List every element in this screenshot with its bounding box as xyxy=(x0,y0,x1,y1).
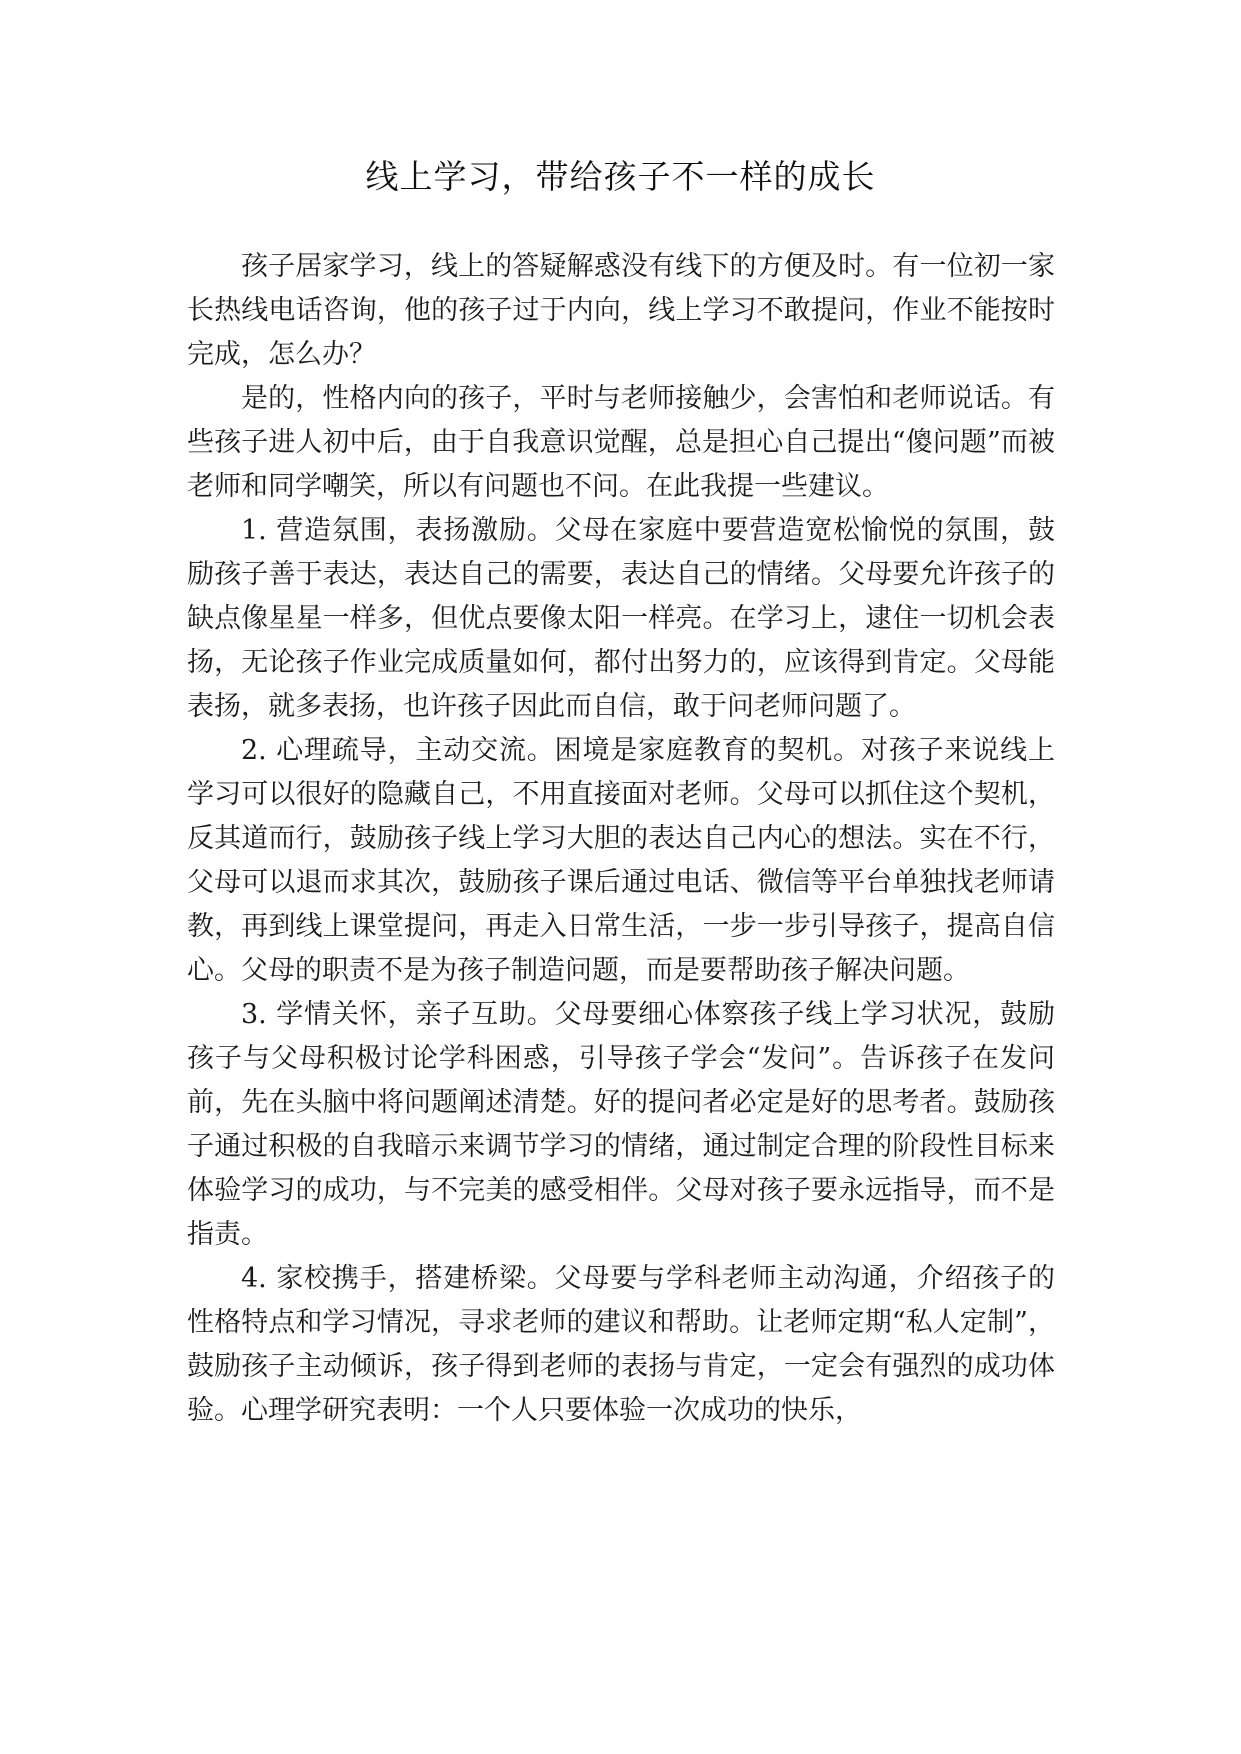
article-body xyxy=(187,245,1055,1433)
paragraph-suggestion-4: 4. 家校携手，搭建桥梁。父母要与学科老师主动沟通，介绍孩子的性格特点和学习情况，寻求老师的建议和帮助。让老师定期“私人定制”，鼓励孩子主动倾诉，孩子得到老师的表扬与肯定，一定会有强烈的成功体验。心理学研究表明：一个人只要体验一次成功的快乐， xyxy=(187,1263,1055,1426)
page-title: 线上学习，带给孩子不一样的成长 xyxy=(365,157,876,196)
paragraph-intro: 孩子居家学习，线上的答疑解惑没有线下的方便及时。有一位初一家长热线电话咨询，他的孩子过于内向，线上学习不敢提问，作业不能按时完成，怎么办？ xyxy=(187,251,1055,370)
paragraph-suggestion-2: 2. 心理疏导，主动交流。困境是家庭教育的契机。对孩子来说线上学习可以很好的隐藏自己，不用直接面对老师。父母可以抓住这个契机，反其道而行，鼓励孩子线上学习大胆的表达自己内心的想法。实在不行，父母可以退而求其次，鼓励孩子课后通过电话、微信等平台单独找老师请教，再到线上课堂提问，再走入日常生活，一步一步引导孩子，提高自信心。父母的职责不是为孩子制造问题，而是要帮助孩子解决问题。 xyxy=(187,735,1055,986)
paragraph-suggestion-1: 1. 营造氛围，表扬激励。父母在家庭中要营造宽松愉悦的氛围，鼓励孩子善于表达，表达自己的需要，表达自己的情绪。父母要允许孩子的缺点像星星一样多，但优点要像太阳一样亮。在学习上，逮住一切机会表扬，无论孩子作业完成质量如何，都付出努力的，应该得到肯定。父母能表扬，就多表扬，也许孩子因此而自信，敢于问老师问题了。 xyxy=(187,515,1055,722)
paragraph-suggestion-3: 3. 学情关怀，亲子互助。父母要细心体察孩子线上学习状况，鼓励孩子与父母积极讨论学科困惑，引导孩子学会“发问”。告诉孩子在发问前，先在头脑中将问题阐述清楚。好的提问者必定是好的思考者。鼓励孩子通过积极的自我暗示来调节学习的情绪，通过制定合理的阶段性目标来体验学习的成功，与不完美的感受相伴。父母对孩子要永远指导，而不是指责。 xyxy=(187,999,1055,1250)
paragraph-response: 是的，性格内向的孩子，平时与老师接触少，会害怕和老师说话。有些孩子进人初中后，由于自我意识觉醒，总是担心自己提出“傻问题”而被老师和同学嘲笑，所以有问题也不问。在此我提一些建议。 xyxy=(187,383,1055,502)
